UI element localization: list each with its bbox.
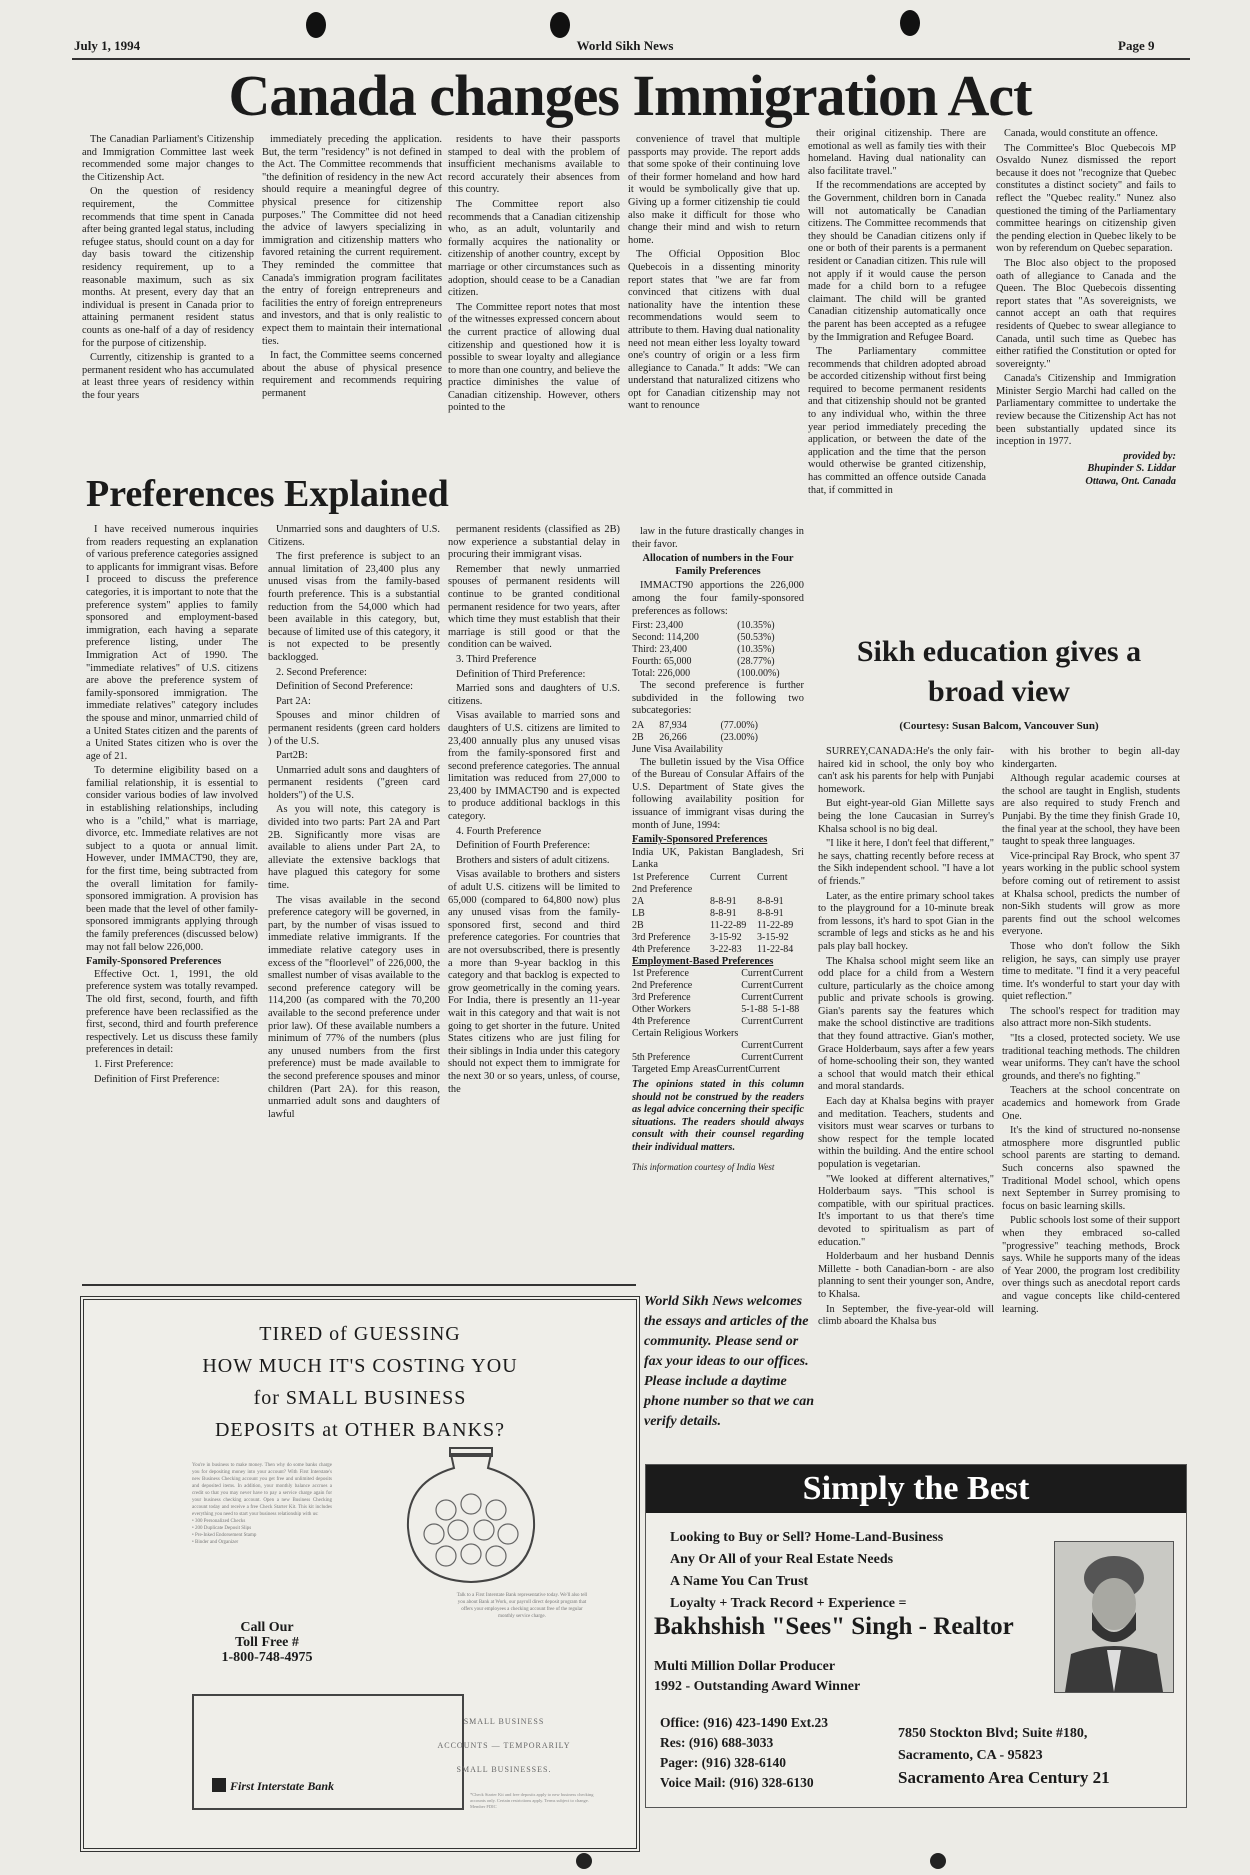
- immigration-col-4: [628, 134, 800, 466]
- bank-ad-headline: [84, 1318, 636, 1446]
- table-cell: 11-22-89: [710, 919, 747, 931]
- table-cell: Current: [741, 968, 772, 980]
- bank-ad-call: [192, 1620, 342, 1665]
- table-cell: 87,934: [659, 719, 687, 731]
- table-cell: Current: [741, 980, 772, 992]
- realtor-portrait-icon: [1055, 1542, 1173, 1692]
- paragraph: with his brother to begin all-day kindergarten.: [1002, 746, 1180, 770]
- table-cell: 11-22-89: [756, 919, 794, 931]
- paragraph: The Official Opposition Bloc Quebecois in a dissenting minority report states that "we are far from convinced that citizens with dual nationality have the intention these recommendations would seem to attribute to them. Having dual nationality need not mean either less loyalty toward one's country of origin or a less firm allegiance to Canada." It adds: "We can understand that naturalized citizens who opt for Canadian citizenship may not want to renounce: [628, 249, 800, 412]
- family-visa-table: [632, 872, 804, 956]
- immigration-col-6: [996, 128, 1176, 598]
- preferences-headline: Preferences Explained: [86, 473, 449, 515]
- realtor-award: 1992 - Outstanding Award Winner: [654, 1679, 861, 1694]
- paragraph: Unmarried sons and daughters of U.S. Citizens.: [268, 524, 440, 548]
- wsn-welcome-note: World Sikh News welcomes the essays and articles of the community. Please send or fax your ideas to our offices. Please include a daytime phone number so that we can verify details.: [644, 1294, 814, 1429]
- paragraph: It's the kind of structured no-nonsense atmosphere more disgruntled public school parents are starting to demand. Such concerns also spawned the Traditional Model school, which opens next September in Surrey promising to focus on basic learning skills.: [1002, 1125, 1180, 1212]
- table-row: [632, 884, 804, 896]
- table-cell: 2nd Preference: [632, 883, 693, 895]
- paragraph: The Bloc also object to the proposed oath of allegiance to Canada and the Queen. The Bloc Quebecois dissenting report states that "As sovereignists, we cannot accept an oath that requires residents of Quebec to swear allegiance to Canada, until such time as Quebec has either ratified the Constitution or opted for sovereignty.": [996, 257, 1176, 370]
- table-row: [632, 932, 804, 944]
- family-countries: India UK, Pakistan Bangladesh, Sri Lanka: [632, 846, 804, 871]
- bank-ad-item: • 300 Personalized Checks: [192, 1519, 246, 1524]
- table-cell: (10.35%): [737, 644, 775, 656]
- paragraph: In September, the five-year-old will climb aboard the Khalsa bus: [818, 1303, 994, 1328]
- realtor-line: Looking to Buy or Sell? Home-Land-Business: [670, 1530, 944, 1545]
- paragraph: Visas available to brothers and sisters of adult U.S. citizens will be limited to 65,000 (compared to 64,800 now) plus any unused visas from the family-sponsored first, second and third preference categories. For countries that are not oversubscribed, there is presently a more than 9-year backlog in this category and that backlog is expected to grow geometrically in the coming years. For India, there is presently an 11-year wait in this category and that wait is not going to get shorter in the future. United States citizens who are just filing for their siblings in India under this category should not expect them to immigrate for the next 30 or so years, unless, of course, the: [448, 869, 620, 1095]
- table-cell: (10.35%): [737, 620, 775, 632]
- first-interstate-logo: [212, 1778, 334, 1794]
- paragraph: Vice-principal Ray Brock, who spent 37 years working in the public school system before coming out of retirement to assist at Khalsa school, predicts the number of non-Sikh students will grow as more parents find out the school welcomes everyone.: [1002, 850, 1180, 938]
- table-cell: Current: [772, 980, 804, 992]
- table-row: [632, 656, 804, 668]
- col4-intro: law in the future drastically changes in their favor.: [632, 526, 804, 550]
- issue-date: July 1, 1994: [74, 38, 141, 53]
- table-row: [632, 896, 804, 908]
- table-cell: Current: [756, 871, 788, 883]
- paragraph: Public schools lost some of their support when they embraced so-called "progressive" teaching methods, Brock says. While he supports many of the ideas of Year 2000, the program lost credibility over things such as anecdotal report cards and vague concepts like child-centered learning.: [1002, 1215, 1180, 1315]
- table-cell: Second: 114,200: [632, 632, 699, 644]
- paragraph: The school's respect for tradition may also attract more non-Sikh students.: [1002, 1005, 1180, 1030]
- employment-preferences-head: Employment-Based Preferences: [632, 955, 774, 967]
- pager-number: Pager: (916) 328-6140: [660, 1755, 786, 1770]
- paragraph: Those who don't follow the Sikh religion, he says, can simply use prayer time to meditate. "I find it a very peaceful time. It's wonderful to start your day with quiet reflection.": [1002, 940, 1180, 1003]
- table-cell: 1st Preference: [632, 968, 689, 980]
- punch-hole: [306, 12, 326, 38]
- paragraph: "We looked at different alternatives," Holderbaum says. "This school is compatible, with our spiritual practices. It's important to us that there's time devoted to spiritualism as part of education.": [818, 1173, 994, 1248]
- paragraph: But eight-year-old Gian Millette says being the lone Caucasian in Surrey's Khalsa school is no big deal.: [818, 798, 994, 835]
- paragraph: residents to have their passports stamped to deal with the problem of insufficient mechanisms available to record accurately their absences from this country.: [448, 134, 620, 196]
- paragraph: Definition of First Preference:: [94, 1073, 220, 1085]
- bank-small-line: SMALL BUSINESSES.: [456, 1765, 552, 1774]
- realtor-line: A Name You Can Trust: [670, 1574, 809, 1589]
- bank-ad-body: [192, 1462, 332, 1546]
- preferences-col-4: [632, 526, 804, 1286]
- address-line-2: Sacramento, CA - 95823: [898, 1748, 1043, 1763]
- table-cell: 3rd Preference: [632, 931, 691, 943]
- allocation-intro: IMMACT90 apportions the 226,000 among the four family-sponsored preferences as follows:: [632, 580, 804, 617]
- table-cell: Current: [772, 992, 804, 1004]
- table-cell: 2A: [632, 719, 645, 731]
- table-cell: 5-1-88: [741, 1004, 768, 1016]
- paragraph: I have received numerous inquiries from readers requesting an explanation of various preference categories assigned to applicants for immigrant visas. Before I proceed to discuss the preference categories, it is important to note that the preference system" applies to family sponsored and employment-based immigration, each having a separate preference listing, under The Immigration Act of 1990. The "immediate relatives" of U.S. citizens are above the preference system of family-sponsored immigration. The immediate relatives" category includes the spouse and minor, unmarried child of a United States citizen and the parents of a United States citizen who is over the age of 21.: [86, 524, 258, 762]
- bank-small-line: ACCOUNTS — TEMPORARILY: [437, 1741, 571, 1750]
- table-cell: 2A: [632, 895, 645, 907]
- table-cell: [710, 884, 757, 896]
- table-row: [632, 992, 804, 1004]
- table-cell: 3rd Preference: [632, 992, 691, 1004]
- family-preferences-head: Family-Sponsored Preferences: [632, 834, 768, 846]
- bank-ad-item: • Binder and Organizer: [192, 1540, 239, 1545]
- bank-ad-small-caps: [414, 1710, 594, 1782]
- paragraph: Remember that newly unmarried spouses of permanent residents will continue to be granted conditional permanent residence for two years, after which time they must establish that their marriage is still good or that the condition can be waived.: [448, 563, 620, 651]
- address-line-1: 7850 Stockton Blvd; Suite #180,: [898, 1726, 1088, 1741]
- table-cell: Fourth: 65,000: [632, 656, 692, 668]
- table-row: [632, 908, 804, 920]
- realtor-photo: [1054, 1541, 1174, 1693]
- byline-location: Ottawa, Ont. Canada: [1085, 476, 1176, 488]
- sikh-courtesy: (Courtesy: Susan Balcom, Vancouver Sun): [899, 720, 1099, 732]
- realtor-line: Loyalty + Track Record + Experience =: [670, 1596, 907, 1611]
- allocation-table: [632, 620, 804, 680]
- bank-ad-item: • 200 Duplicate Deposit Slips: [192, 1526, 252, 1531]
- call-label: Call Our: [240, 1620, 294, 1635]
- realtor-line: Any Or All of your Real Estate Needs: [670, 1552, 894, 1567]
- table-cell: 8-8-91: [756, 895, 784, 907]
- paragraph: Definition of Second Preference:: [276, 681, 414, 693]
- table-cell: 4th Preference: [632, 1016, 691, 1028]
- bank-ad-body-text: You're in business to make money. Then why do some banks charge you for depositing money into your account? With First Interstate's new Business Checking account you get free and unlimited deposits and deposited items. In addition, your monthly balance accrues a credit so that you may never have to pay a service charge again for your business checking account. Open a new Business Checking account today and receive a free Check Starter Kit. This kit includes everything you need to start your business relationship with us:: [192, 1463, 332, 1517]
- paragraph: Canada, would constitute an offence.: [1004, 128, 1158, 139]
- table-cell: 3-15-92: [710, 931, 742, 943]
- table-cell: Current: [741, 1052, 772, 1064]
- table-cell: Current: [772, 968, 804, 980]
- table-cell: (23.00%): [720, 731, 758, 743]
- page-number: Page 9: [1118, 38, 1155, 53]
- table-cell: (28.77%): [737, 656, 775, 668]
- paragraph: The Khalsa school might seem like an odd place for a child from a Western culture, particularly as the choice among public and private schools is growing. Gian's parents say the features which make the school distinctive are traditions that they found attractive. Gian's mother, Grace Holderbaum, says after a few years of home-schooling their son, they wanted a school that would match their ethical and moral standards.: [818, 955, 994, 1093]
- header-rule: [72, 58, 1190, 60]
- paragraph: 1. First Preference:: [94, 1058, 174, 1070]
- table-cell: 26,266: [659, 731, 687, 743]
- table-cell: 3-22-83: [710, 943, 742, 955]
- realtor-name: Bakhshish "Sees" Singh - Realtor: [654, 1613, 1014, 1640]
- paragraph: The Committee report notes that most of the witnesses expressed concern about the current practice of allowing dual citizenship and questioned how it is possible to swear loyalty and allegiance to more than one country, and believe the practice diminishes the value of Canadian citizenship. However, others pointed to the: [448, 301, 620, 414]
- table-cell: Current: [741, 1040, 772, 1052]
- paragraph: Later, as the entire primary school takes to the playground for a 10-minute break from lessons, it's hard to spot Gian in the scramble of legs and sticks as he and his pals play ball hockey.: [818, 890, 994, 952]
- paragraph: 2. Second Preference:: [276, 666, 367, 678]
- realtor-producer: Multi Million Dollar Producer: [654, 1659, 836, 1674]
- table-cell: [741, 1028, 772, 1040]
- toll-free-number: 1-800-748-4975: [221, 1650, 313, 1665]
- table-cell: Certain Religious Workers: [632, 1028, 739, 1040]
- table-cell: Current: [772, 1040, 804, 1052]
- subcategory-table: [632, 720, 804, 744]
- table-cell: 11-22-84: [756, 943, 794, 955]
- paragraph: If the recommendations are accepted by the Government, children born in Canada will not automatically be Canadian citizens. The Committee recommends that they should be Canadian citizens only if one or both of their parents is a permanent resident or Canadian citizen. This rule will not apply if it would cause the person made for a child born to a refugee claimant. The child will be granted Canadian citizenship automatically once the parent has been accepted as a refugee by the Immigration and Refugee Board.: [808, 180, 986, 343]
- paragraph: permanent residents (classified as 2B) now experience a substantial delay in procuring their immigrant visas.: [448, 524, 620, 561]
- table-row: [632, 668, 804, 680]
- allocation-title: Allocation of numbers in the Four Family Preferences: [642, 553, 794, 577]
- targeted-areas: Targeted Emp AreasCurrentCurrent: [632, 1064, 780, 1076]
- table-row: [632, 980, 804, 992]
- realtor-tagline: [670, 1527, 943, 1615]
- paragraph: Unmarried adult sons and daughters of permanent residents ("green card holders") of the U.S.: [268, 764, 440, 801]
- table-cell: Current: [741, 992, 772, 1004]
- punch-hole: [900, 10, 920, 36]
- realtor-advertisement: [645, 1464, 1187, 1808]
- table-cell: Third: 23,400: [632, 644, 687, 656]
- table-cell: [773, 1028, 804, 1040]
- table-cell: [757, 884, 804, 896]
- india-west-courtesy: This information courtesy of India West: [632, 1161, 775, 1172]
- table-cell: 8-8-91: [756, 907, 784, 919]
- paragraph: In fact, the Committee seems concerned about the abuse of physical presence requirement and recommends requiring permanent: [262, 350, 442, 399]
- bank-ad-item: • Pre-Inked Endorsement Stamp: [192, 1533, 257, 1538]
- paragraph: Definition of Third Preference:: [456, 668, 586, 680]
- realtor-phones: [660, 1713, 828, 1793]
- table-row: [632, 720, 804, 732]
- immigration-col-1: [82, 134, 254, 466]
- table-row: [632, 1028, 804, 1040]
- table-cell: 2nd Preference: [632, 980, 693, 992]
- table-cell: 5-1-88: [772, 1004, 800, 1016]
- table-cell: 8-8-91: [710, 907, 737, 919]
- voice-mail: Voice Mail: (916) 328-6130: [660, 1775, 814, 1790]
- table-cell: Total: 226,000: [632, 668, 691, 680]
- table-cell: 1st Preference: [632, 871, 689, 883]
- table-cell: 4th Preference: [632, 943, 691, 955]
- employment-visa-table: [632, 968, 804, 1064]
- immigration-col-6-text: [996, 128, 1176, 449]
- preferences-col-1-text: [86, 524, 258, 954]
- table-row: [632, 1052, 804, 1064]
- punch-hole: [576, 1853, 592, 1869]
- paragraph: their original citizenship. There are emotional as well as family ties with their homeland. Having dual nationality can also facilitate travel.": [808, 128, 986, 177]
- section-rule: [82, 1284, 636, 1286]
- table-cell: (50.53%): [737, 632, 775, 644]
- punch-hole: [930, 1853, 946, 1869]
- byline-label: provided by:: [1123, 450, 1176, 462]
- preferences-col-1-text-b: [86, 969, 258, 1086]
- paper-name: World Sikh News: [576, 38, 674, 53]
- table-cell: 8-8-91: [710, 895, 737, 907]
- realtor-band: Simply the Best: [646, 1465, 1186, 1513]
- paragraph: The Canadian Parliament's Citizenship and Immigration Committee last week recommended some major changes to the Citizenship Act.: [82, 134, 254, 183]
- paragraph: Spouses and minor children of permanent residents (green card holders ) of the U.S.: [268, 710, 440, 747]
- table-cell: (77.00%): [720, 719, 758, 731]
- table-cell: 3-15-92: [756, 931, 789, 943]
- table-cell: 2B: [632, 731, 644, 743]
- paragraph: Definition of Fourth Preference:: [456, 840, 591, 852]
- bank-ad-line: for SMALL BUSINESS: [253, 1387, 467, 1409]
- table-row: [632, 1016, 804, 1028]
- paragraph: The visas available in the second preference category will be governed, in part, by the number of visas issued to immediate relative immigrants. If the immediate relative category uses in excess of the "floorlevel" of 226,000, the smallest number of visas available to the second preference category will be 114,200 (as compared with the 70,200 available to the second preference under prior law). Of these available numbers a minimum of 77% of the numbers (plus any unused numbers from the first preference) must be made available to the second preference spouses and minor children (Part 2A). for this reason, unmarried adult sons and daughters of lawful: [268, 894, 440, 1120]
- sikh-education-headline: Sikh education gives a broad view: [856, 635, 1142, 708]
- paragraph: On the question of residency requirement, the Committee recommends that time spent in Canada after being granted legal status, including refugee status, should count on a day for day basis toward the citizenship residency requirement, up to a reasonable maximum, such as six months. At present, every day that an individual is present in Canada prior to attaining permanent resident status counts as one-half of a day of residency for the purpose of citizenship.: [82, 186, 254, 349]
- table-row: [632, 620, 804, 632]
- paragraph: Part2B:: [276, 750, 308, 762]
- paragraph: "Its a closed, protected society. We use traditional teaching methods. The children wear uniforms. They can't have the school grounds, and there's no fighting.": [1002, 1033, 1180, 1082]
- preferences-col-1: [86, 524, 258, 1280]
- paragraph: The Parliamentary committee recommends that children adopted abroad be accorded citizenship without first being required to become permanent residents and that citizenship should not be granted to any individual who, within the three year period immediately preceding the application, or between the date of the application and the time that the person would otherwise be granted citizenship, has committed an offence outside Canada that, if committed in: [808, 346, 986, 496]
- paragraph: convenience of travel that multiple passports may provide. The report adds that some spoke of their continuing love of their former homeland and how hard it would be symbolically give that up. Giving up a former citizenship tie could also make it difficult for those who change their mind and wish to return home.: [628, 134, 800, 246]
- table-cell: LB: [632, 907, 645, 919]
- table-row: [632, 732, 804, 744]
- table-row: [632, 968, 804, 980]
- realtor-address: [898, 1723, 1110, 1789]
- table-cell: 2B: [632, 919, 644, 931]
- preferences-col-3: [448, 524, 620, 1280]
- table-row: [632, 920, 804, 932]
- sikh-col-1: [818, 746, 994, 1456]
- punch-hole: [550, 12, 570, 38]
- sikh-col-2: [1002, 746, 1180, 1456]
- paragraph: The Committee's Bloc Quebecois MP Osvaldo Nunez dismissed the report because it does not "recognize that Quebec constitutes a distinct society" and fails to reflect the "Quebec reality." Nunez also questioned the timing of the Parliamentary committee hearings on citizenship given the pending election in Quebec likely to be won by referendum on Quebec separation.: [996, 142, 1176, 255]
- office-phone: Office: (916) 423-1490 Ext.23: [660, 1715, 828, 1730]
- table-row: [632, 632, 804, 644]
- table-row: [632, 1040, 804, 1052]
- paragraph: Canada's Citizenship and Immigration Minister Sergio Marchi had called on the Parliamentary committee to undertake the review because the Citizenship Act has not been substantially updated since its inception in 1977.: [996, 373, 1176, 448]
- table-cell: 5th Preference: [632, 1052, 691, 1064]
- table-cell: Current: [772, 1052, 804, 1064]
- paragraph: immediately preceding the application. But, the term "residency" is not defined in the Act. The Committee recommends that "the definition of residency in the new Act should require a meaningful degree of physical presence for citizenship purposes." The Committee did not heed the advice of lawyers specializing in immigration and citizenship matters who favored retaining the current requirement. They reminded the committee that Canada's immigration program facilitates the entry of foreign entrepreneurs and facilities the entry of foreign entrepreneurs and investors, and that is only realistic to expect them to maintain their international ties.: [262, 134, 442, 347]
- coin-jar-illustration: [396, 1440, 546, 1590]
- paragraph: Effective Oct. 1, 1991, the old preference system was totally revamped. The old first, second, fourth, and fifth preference have been reclassified as the first, second, third and fourth preference respectively. Let us discuss these family preferences in detail:: [86, 968, 258, 1056]
- table-row: [632, 872, 804, 884]
- paragraph: Visas available to married sons and daughters of U.S. citizens are limited to 23,400 annually plus any unused visas from the family-sponsored first and second preference categories. The annual limitation was reduced from 27,000 to 23,400 by IMMACT90 and is expected to produce additional backlogs in this category.: [448, 710, 620, 823]
- table-row: [632, 944, 804, 956]
- table-cell: Current: [772, 1016, 804, 1028]
- bank-advertisement: [80, 1296, 640, 1852]
- table-row: [632, 644, 804, 656]
- bank-ad-side-text: Talk to a First Interstate Bank representative today. We'll also tell you about Bank at Work, our payroll direct deposit program that offers your employees a checking account free of the regular monthly service charge.: [456, 1593, 588, 1619]
- toll-free-label: Toll Free #: [235, 1635, 299, 1650]
- subcategory-intro: The second preference is further subdivided in the following two subcategories:: [632, 680, 804, 717]
- immigration-col-3: [448, 134, 620, 466]
- bank-ad-line: TIRED of GUESSING: [259, 1323, 461, 1345]
- table-row: [632, 1004, 804, 1016]
- opinion-disclaimer: The opinions stated in this column should not be construed by the readers as legal advice concerning their specific situations. The readers should always consult with their counsel regarding their individual matters.: [632, 1079, 804, 1154]
- paragraph: SURREY,CANADA:He's the only fair-haired kid in school, the only boy who can't ask his parents for help with Punjabi homework.: [818, 746, 994, 795]
- bank-ad-line: DEPOSITS at OTHER BANKS?: [214, 1419, 506, 1441]
- immigration-col-5: [808, 128, 986, 636]
- june-visa-title: June Visa Availability: [632, 743, 723, 755]
- june-visa-text: The bulletin issued by the Visa Office of the Bureau of Consular Affairs of the U.S. Department of State gives the following availability position for issuance of immigrant visas during the month of June, 1994:: [632, 756, 804, 831]
- bank-ad-line: HOW MUCH IT'S COSTING YOU: [202, 1355, 518, 1377]
- paragraph: Although regular academic courses at the school are taught in English, students are also required to study French and Punjabi. By the time they finish Grade 10, the final year at the school, they have been taught to speak three languages.: [1002, 773, 1180, 848]
- table-cell: Current: [741, 1016, 772, 1028]
- paragraph: Currently, citizenship is granted to a permanent resident who has accumulated at least three years of residency within the four years: [82, 352, 254, 401]
- agency-name: Sacramento Area Century 21: [898, 1768, 1110, 1787]
- preferences-col-2: [268, 524, 440, 1280]
- paragraph: The first preference is subject to an annual limitation of 23,400 plus any unused visas from the family-based fourth preference. This is a substantial reduction from the 54,000 which had been available in this category, but, because of limited use of this category, it is not expected to be presently backlogged.: [268, 551, 440, 663]
- paragraph: The Committee report also recommends that a Canadian citizenship who, as an adult, voluntarily and formally acquires the nationality or citizenship of another country, except by marriage or other circumstances such as adoption, should cease to be a Canadian citizen.: [448, 198, 620, 299]
- paragraph: 4. Fourth Preference: [456, 825, 542, 837]
- paragraph: Part 2A:: [276, 695, 311, 707]
- bank-logo-icon: [212, 1778, 226, 1792]
- byline: [996, 451, 1176, 489]
- byline-author: Bhupinder S. Liddar: [1087, 463, 1176, 475]
- bank-name: First Interstate Bank: [230, 1779, 335, 1793]
- realtor-credentials: [654, 1657, 860, 1697]
- paragraph: Teachers at the school concentrate on academics and homework from Grade One.: [1002, 1085, 1180, 1122]
- table-cell: [632, 1040, 741, 1052]
- paragraph: Each day at Khalsa begins with prayer and meditation. Teachers, students and visitors must wear scarves or turbans to show respect for the temple located within the building. And the entire school population is vegetarian.: [818, 1096, 994, 1170]
- bank-small-line: SMALL BUSINESS: [463, 1717, 545, 1726]
- table-cell: First: 23,400: [632, 620, 684, 632]
- paragraph: "I like it here, I don't feel that different," he says, chatting recently before recess at the Sikh independent school. "I have a lot of friends.": [818, 838, 994, 887]
- paragraph: To determine eligibility based on a familial relationship, it is essential to consider various bodies of law involved in establishing relationships, including who is a "child," what is marriage, divorce, etc. Immediate relatives are not subject to a quota or annual limit. However, under IMMACT90, they are, for the first time, being subtracted from the overall limitation for family-sponsored immigration. A provision has been made that the level of other family-sponsored immigrants applying through the family preferences (discussed below) may not fall below 226,000.: [86, 765, 258, 953]
- paragraph: 3. Third Preference: [456, 653, 537, 665]
- table-cell: Other Workers: [632, 1004, 691, 1016]
- table-cell: (100.00%): [737, 668, 780, 680]
- paragraph: Holderbaum and her husband Dennis Millette - both Canadian-born - are also planning to sent their younger son, Andre, to Khalsa.: [818, 1251, 994, 1300]
- res-phone: Res: (916) 688-3033: [660, 1735, 774, 1750]
- table-cell: Current: [710, 871, 741, 883]
- bank-ad-footnote: *Check Starter Kit and free deposits apply to new business checking accounts only. Certain restrictions apply. Terms subject to change. Member FDIC: [470, 1792, 594, 1809]
- paragraph: As you will note, this category is divided into two parts: Part 2A and Part 2B. Significantly more visas are available to aliens under Part 2A, to alleviate the extensive backlogs that have plagued this category for some time.: [268, 804, 440, 892]
- paragraph: Brothers and sisters of adult citizens.: [456, 854, 610, 866]
- family-sponsored-subhead: Family-Sponsored Preferences: [86, 956, 222, 968]
- immigration-col-2: [262, 134, 442, 466]
- main-headline: Canada changes Immigration Act: [228, 63, 1032, 128]
- paragraph: Married sons and daughters of U.S. citizens.: [448, 683, 620, 707]
